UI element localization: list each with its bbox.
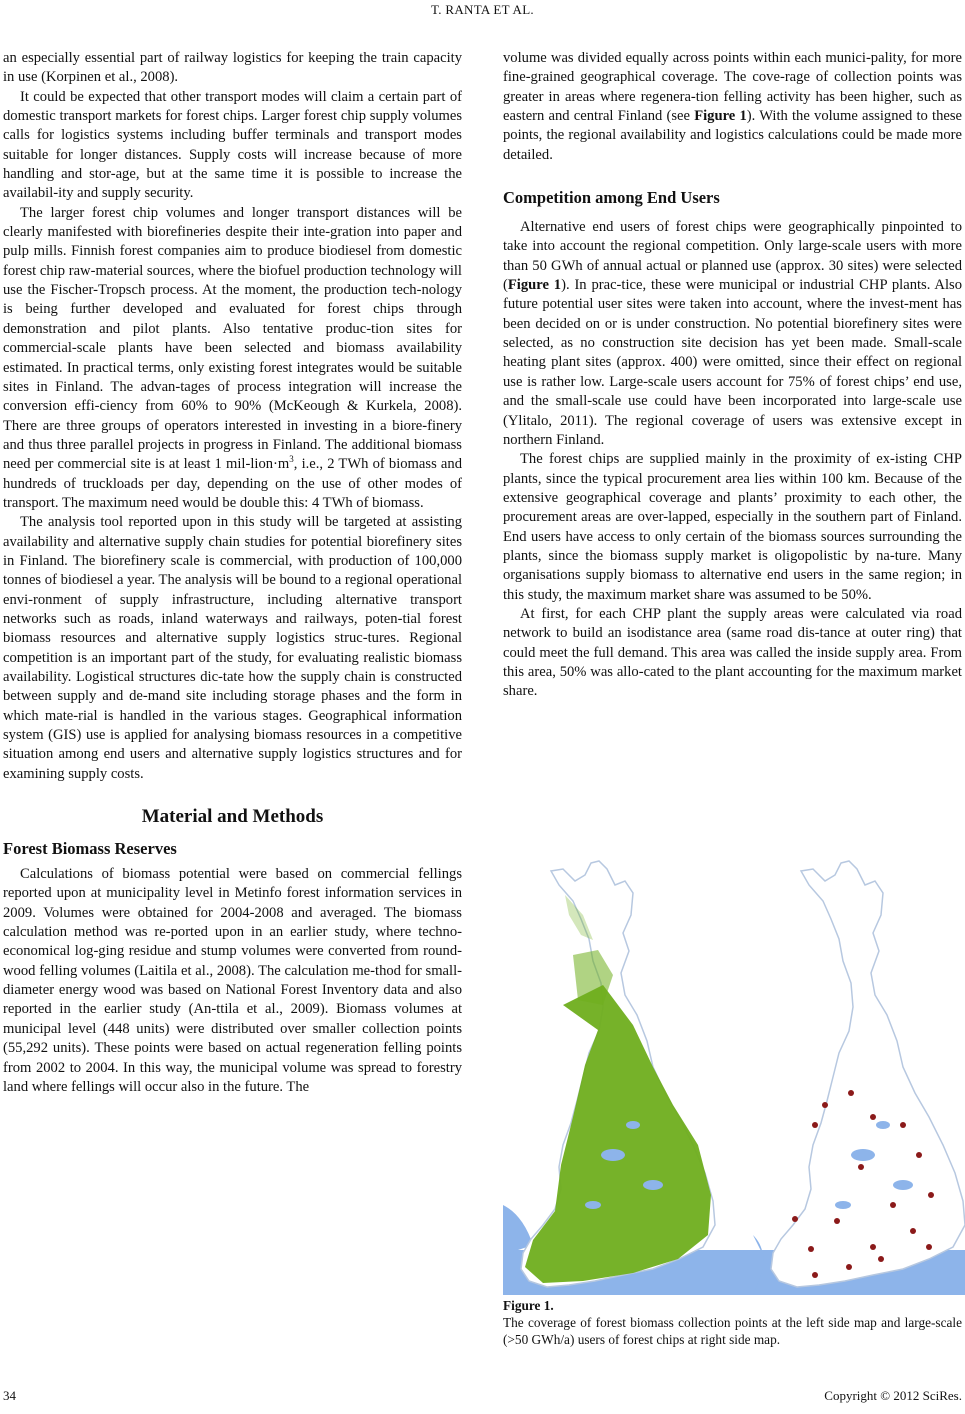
user-marker <box>910 1228 916 1234</box>
user-marker <box>792 1216 798 1222</box>
user-marker <box>808 1246 814 1252</box>
text-span: , i.e., 2 TWh of biomass and hundreds of truckloads per day, depending on the use of other modes of transport. The maximum need would be double this: 4 TWh of biomass. <box>3 456 462 511</box>
subsection-heading: Forest Biomass Reserves <box>3 839 177 859</box>
text-span: The larger forest chip volumes and longer transport distances will be clearly manifested with biorefineries despite their inte-gration into paper and pulp mills. Finnish forest companies aim to produce biodiesel from domestic forest chip raw-material sources, where the biofuel production technology will use the Fischer-Tropsch process. At the moment, the production tech-nology is being further developed and evaluated for forest chips through demonstration and pilot plants. Also tentative produc-tion sites for commercial-scale plants have been selected and biomass availability estimated. In practical terms, only existing forest integrates would be suitable sites in Finland. The advan-tages of process integration will increase the conversion effi-ciency from 60% to 90% (McKeough & Kurkela, 2008). There are three groups of operators interested in investing in a biore-finery and thus three parallel projects in progress in Finland. The additional biomass need per commercial site is at least 1 mil-lion·m <box>3 204 462 473</box>
copyright: Copyright © 2012 SciRes. <box>824 1388 962 1403</box>
figure-1-maps <box>503 855 965 1295</box>
paragraph: The forest chips are supplied mainly in the proximity of ex-isting CHP plants, since the typical procurement area lies within 100 km. Because of the extensive geographical coverage and plants’ proximity to each other, the procurement areas are over-lapped, especially in the southern part of Finland. End users have access to only certain of the biomass sources surrounding the plants, since the biomass supply market is oligopolistic by na-ture. Many organisations supply biomass to alternative end users in the same region; in this study, the maximum market share was assumed to be 50%. <box>503 451 962 603</box>
user-marker <box>916 1152 922 1158</box>
user-marker <box>846 1264 852 1270</box>
figure-caption-text: The coverage of forest biomass collection points at the left side map and large-scale (>50 GWh/a) users of forest chips at right side map. <box>503 1315 962 1347</box>
collection-points-area <box>525 985 711 1283</box>
user-marker <box>926 1244 932 1250</box>
lake <box>643 1180 663 1190</box>
paragraph: The analysis tool reported upon in this study will be targeted at assisting availability and alternative supply chain studies for potential biorefinery sites in Finland. The biorefinery scale is commercial, with production of 100,000 tonnes of biodiesel a year. The analysis will be bound to a regional operational envi-ronment of supply infrastructure, including alternative transport networks such as roads, inland waterways and railways, poten-tial forest biomass resources and alternative supply logistics struc-tures. Regional competition is an important part of the study, for evaluating realistic biomass availability. Logistical structures dic-tate how the supply chain is constructed between supply and de-mand site including storage phases and the form in which mate-rial is handled in the various stages. Geographical information system (GIS) use is applied for analysing biomass resources in a competitive situation among end users and alternative supply logistics structures and for examining supply costs. <box>3 514 462 782</box>
figure-title: Figure 1. <box>503 1298 554 1313</box>
subsection-heading: Competition among End Users <box>503 188 720 208</box>
user-marker <box>900 1122 906 1128</box>
paragraph: It could be expected that other transport modes will claim a certain part of domestic transport markets for forest chips. Larger forest chip supply volumes calls for logistics systems including buffer terminals and transport modes suitable for longer distances. Supply costs will increase because of more handling and stor-age, but at the same time it is possible to increase the availabil-ity and supply security. <box>3 88 462 202</box>
running-head: T. RANTA ET AL. <box>430 2 534 17</box>
text-span: ). In prac-tice, these were municipal or industrial CHP plants. Also future potential user sites were taken into account, where the invest-ment has been decided on or is under construction. No potential biorefinery sites were selected, as no construction site decision has yet been made. Small-scale heating plant sites (approx. 400) were omitted, since their effect on regional use is rather low. Large-scale users account for 75% of forest chips’ end use, and the small-scale use could have been incorporated into large-scale use (Ylitalo, 2011). The regional coverage of users was extensive except in northern Finland. <box>503 277 962 448</box>
user-marker <box>848 1090 854 1096</box>
left-column <box>3 49 462 1097</box>
right-map <box>771 861 965 1287</box>
user-marker <box>870 1114 876 1120</box>
lake <box>626 1121 640 1129</box>
user-marker <box>834 1218 840 1224</box>
user-marker <box>812 1272 818 1278</box>
user-marker <box>890 1202 896 1208</box>
lake <box>835 1201 851 1209</box>
figure-ref: Figure 1 <box>694 108 747 125</box>
user-marker <box>822 1102 828 1108</box>
lake <box>585 1201 601 1209</box>
figure-ref: Figure 1 <box>507 277 562 294</box>
user-marker <box>870 1244 876 1250</box>
text-span: Alternative end users of forest chips were geographically pinpointed to take into account the regional competition. Only large-scale users with more than 50 GWh of annual actual or planned use (approx. 30 sites) were selected ( <box>503 219 962 294</box>
lake <box>851 1149 875 1161</box>
superscript: 3 <box>289 454 294 465</box>
text-span: ). With the volume assigned to these points, the regional availability and logistics calculations could be made more detailed. <box>503 108 962 163</box>
right-column <box>503 49 962 702</box>
lake <box>876 1121 890 1129</box>
user-marker <box>812 1122 818 1128</box>
lake <box>893 1180 913 1190</box>
figure-caption <box>503 1297 962 1348</box>
section-heading: Material and Methods <box>141 806 324 828</box>
paragraph <box>503 49 962 165</box>
user-marker <box>858 1164 864 1170</box>
left-map <box>521 861 715 1287</box>
page-number: 34 <box>3 1388 16 1403</box>
paragraph <box>3 204 462 514</box>
lake <box>601 1149 625 1161</box>
paragraph: At first, for each CHP plant the supply areas were calculated via road network to build an isodistance area (same road dis-tance at outer ring) that could meet the full demand. This area was called the inside supply area. From this area, 50% was allo-cated to the plant accounting for the maximum market share. <box>503 605 962 700</box>
user-marker <box>928 1192 934 1198</box>
finland-maps-svg <box>503 855 965 1295</box>
paragraph: Calculations of biomass potential were based on commercial fellings reported upon at municipality level in Metinfo forest information services in 2009. Volumes were obtained for 2004-2008 and averaged. The biomass calculation method was re-ported upon in an earlier study, where techno-economical log-ging residue and stump volumes were converted from round-wood felling volumes (Laitila et al., 2008). The calculation me-thod for small-diameter energy wood was based on National Forest Inventory data and also reported in the earlier study (An-ttila et al., 2009). Biomass volumes at municipal level (448 units) were distributed over smaller collection points (55,292 units). These points were based on actual regeneration felling points from 2002 to 2004. In this way, the municipal volume was spread to forestry land where fellings will occur also in the future. The <box>3 866 462 1095</box>
user-marker <box>878 1256 884 1262</box>
paragraph <box>503 218 962 450</box>
text-span: volume was divided equally across points within each munici-pality, for more fine-grained geographical coverage. The cove-rage of collection points was greater in areas where regenera-tion felling activity has been higher, such as eastern and central Finland (see <box>503 50 962 125</box>
paragraph: an especially essential part of railway logistics for keeping the train capacity in use (Korpinen et al., 2008). <box>3 50 462 86</box>
